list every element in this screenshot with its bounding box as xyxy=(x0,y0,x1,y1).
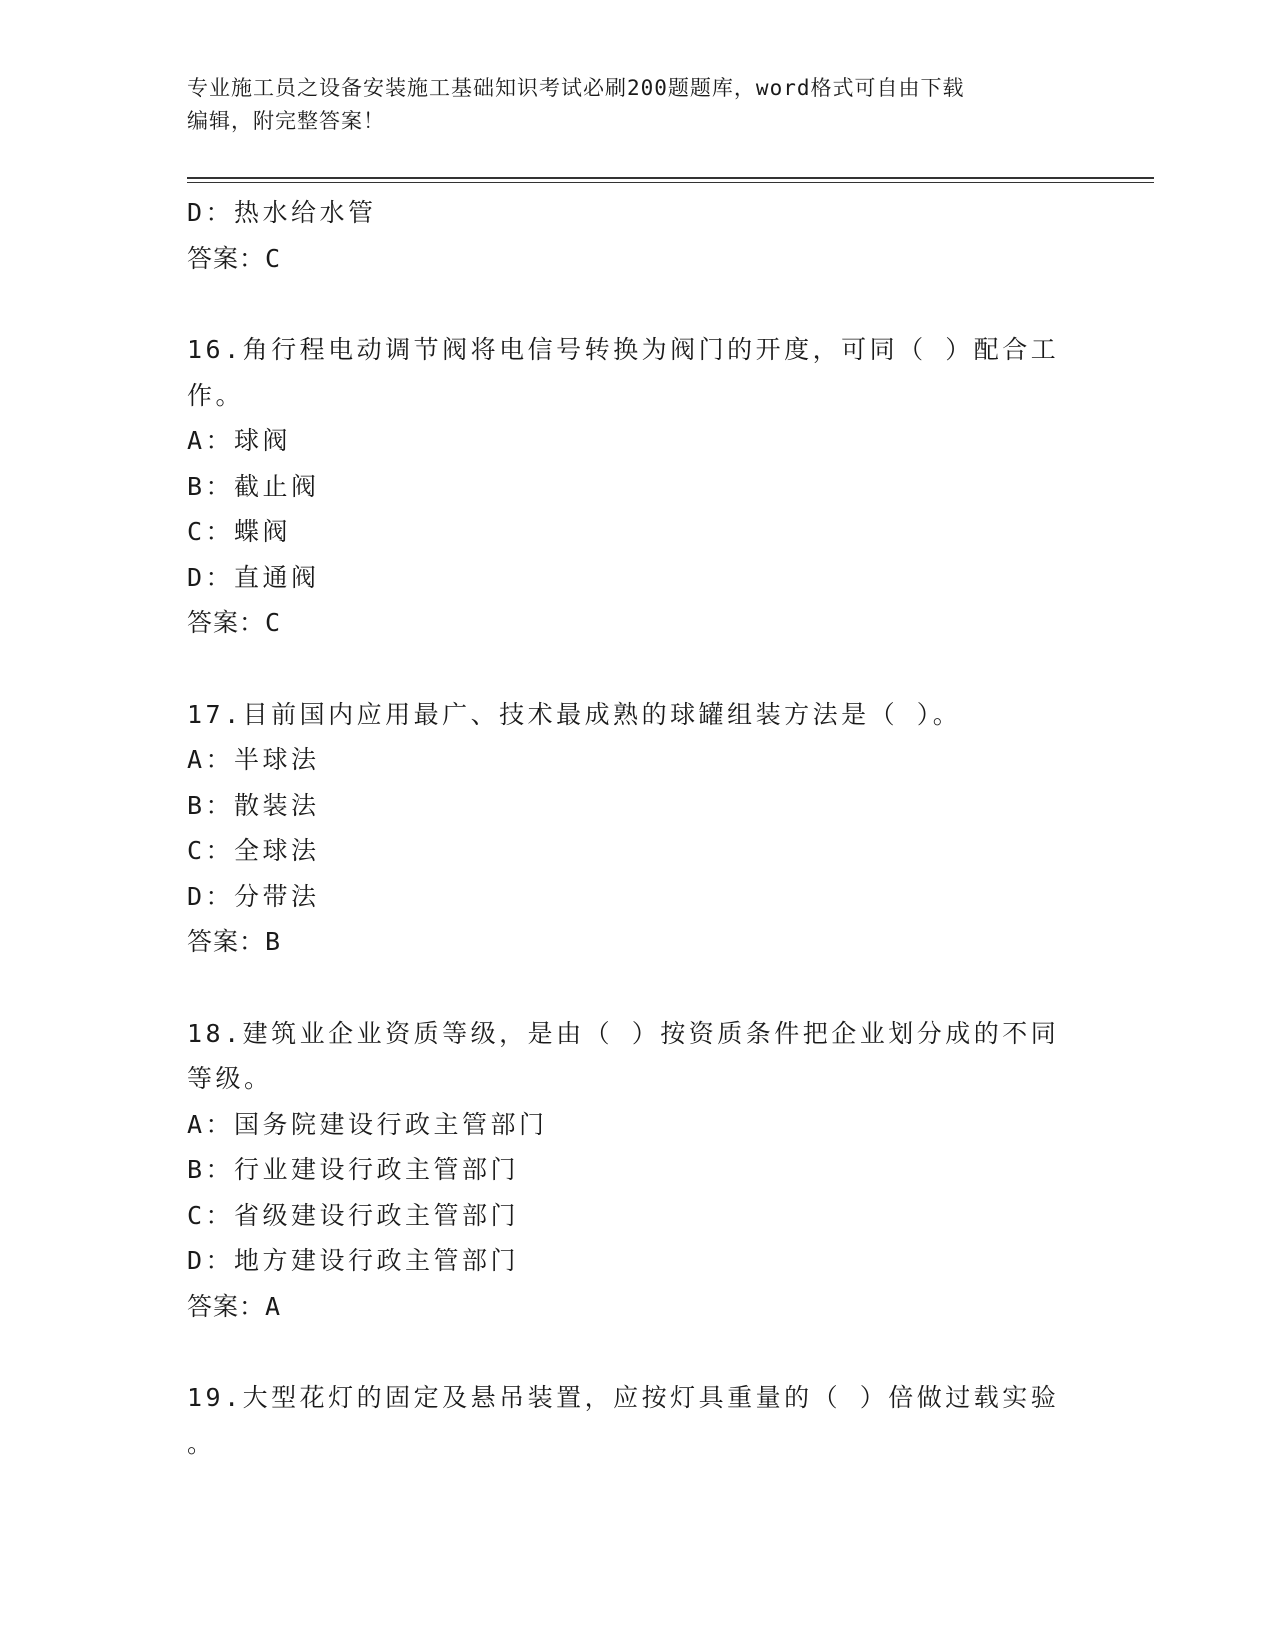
answer-label: 答案： xyxy=(187,927,266,956)
question-spacer xyxy=(187,1329,1087,1375)
option-d: D：直通阀 xyxy=(187,562,320,592)
answer-line xyxy=(187,1284,1087,1330)
answer-value: C xyxy=(265,243,282,273)
answer-label: 答案： xyxy=(187,608,266,637)
question-spacer xyxy=(187,646,1087,692)
option-b: B：行业建设行政主管部门 xyxy=(187,1155,520,1184)
question-stem-line-2: 。 xyxy=(187,1428,216,1458)
question-17 xyxy=(187,692,1087,965)
option-b: B：散装法 xyxy=(187,790,320,820)
answer-line xyxy=(187,600,1087,646)
question-18 xyxy=(187,1011,1087,1330)
option-d: D：分带法 xyxy=(187,881,320,911)
document-header xyxy=(187,72,1087,138)
answer-value: A xyxy=(265,1291,282,1321)
answer-value: C xyxy=(265,608,282,637)
option-c: C：蝶阀 xyxy=(187,517,292,546)
option-a: A：半球法 xyxy=(187,745,320,774)
header-divider-thick xyxy=(187,177,1154,179)
question-19 xyxy=(187,1375,1087,1466)
question-spacer xyxy=(187,281,1087,327)
header-title-line-2: 编辑，附完整答案！ xyxy=(187,109,385,133)
question-stem-line-1: 17.目前国内应用最广、技术最成熟的球罐组装方法是（ ）。 xyxy=(187,699,962,729)
question-stem-line-1: 18.建筑业企业资质等级，是由（ ）按资质条件把企业划分成的不同 xyxy=(187,1018,1060,1048)
option-d: D：地方建设行政主管部门 xyxy=(187,1246,520,1275)
answer-line xyxy=(187,919,1087,965)
question-stem-line-1: 19.大型花灯的固定及悬吊装置，应按灯具重量的（ ）倍做过载实验 xyxy=(187,1383,1060,1412)
option-a: A：球阀 xyxy=(187,426,292,455)
question-list xyxy=(187,190,1087,1466)
answer-label: 答案： xyxy=(187,243,266,273)
question-stem-line-2: 等级。 xyxy=(187,1064,273,1093)
header-title-line-1: 专业施工员之设备安装施工基础知识考试必刷200题题库，word格式可自由下载 xyxy=(187,76,965,100)
option-c: C：全球法 xyxy=(187,836,320,865)
header-divider-thin xyxy=(187,182,1154,183)
option-b: B：截止阀 xyxy=(187,471,320,501)
answer-line xyxy=(187,236,1087,282)
answer-value: B xyxy=(265,927,282,956)
question-15-tail xyxy=(187,190,1087,281)
option-c: C：省级建设行政主管部门 xyxy=(187,1200,520,1230)
question-spacer xyxy=(187,965,1087,1011)
question-16 xyxy=(187,327,1087,646)
answer-label: 答案： xyxy=(187,1291,266,1321)
option-d: D：热水给水管 xyxy=(187,198,377,227)
option-a: A：国务院建设行政主管部门 xyxy=(187,1109,548,1139)
question-stem-line-1: 16.角行程电动调节阀将电信号转换为阀门的开度，可同（ ）配合工 xyxy=(187,335,1060,364)
question-stem-line-2: 作。 xyxy=(187,380,245,410)
